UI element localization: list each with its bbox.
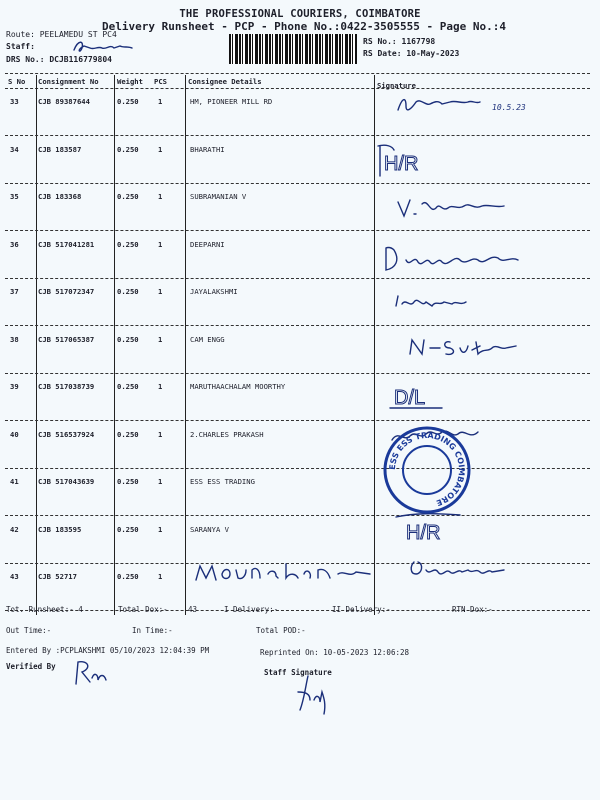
row-sno: 41 [10, 477, 19, 486]
row-weight: 0.250 [117, 192, 139, 201]
row-rule [5, 610, 590, 611]
signature-row-33 [392, 92, 542, 122]
row-consignment-no: CJB 516537924 [38, 430, 95, 439]
row-consignee: JAYALAKSHMI [190, 287, 238, 296]
company-stamp [382, 425, 472, 515]
row-consignment-no: CJB 183587 [38, 145, 82, 154]
staff-signature-mark [290, 670, 350, 718]
return-dox: RTN Dox:- [452, 605, 493, 614]
row-consignment-no: CJB 517041281 [38, 240, 95, 249]
rs-date: RS Date: 10-May-2023 [363, 49, 460, 58]
col-header-pcs: PCS [154, 77, 167, 86]
row-consignee: SUBRAMANIAN V [190, 192, 247, 201]
row-sno: 43 [10, 572, 19, 581]
row-rule [5, 373, 590, 374]
row-consignment-no: CJB 517043639 [38, 477, 95, 486]
col-divider [36, 75, 37, 615]
row-weight: 0.250 [117, 572, 139, 581]
row-consignee: HM, PIONEER MILL RD [190, 97, 273, 106]
row-consignee: ESS ESS TRADING [190, 477, 255, 486]
signature-row-37 [390, 290, 480, 314]
row-rule [5, 135, 590, 136]
svg-text:D/L: D/L [394, 387, 426, 409]
col-header-consignee: Consignee Details [188, 77, 262, 86]
row-rule [5, 420, 590, 421]
row-weight: 0.250 [117, 97, 139, 106]
col-header-weight: Weight [117, 77, 143, 86]
row-sno: 38 [10, 335, 19, 344]
row-sno: 36 [10, 240, 19, 249]
handwritten-name-row-43 [190, 558, 390, 588]
svg-text:ESS ESS TRADING COIMBATORE: ESS ESS TRADING COIMBATORE [387, 430, 467, 508]
row-rule [5, 515, 590, 516]
row-pcs: 1 [158, 477, 163, 486]
row-weight: 0.250 [117, 287, 139, 296]
row-consignee: DEEPARNI [190, 240, 225, 249]
row-consignment-no: CJB 89387644 [38, 97, 90, 106]
row-sno: 42 [10, 525, 19, 534]
second-delivery: II Delivery:- [332, 605, 391, 614]
row-sno: 39 [10, 382, 19, 391]
row-consignee: MARUTHAACHALAM MOORTHY [190, 382, 286, 391]
row-sno: 37 [10, 287, 19, 296]
row-sno: 35 [10, 192, 19, 201]
reprinted-on: Reprinted On: 10-05-2023 12:06:28 [260, 648, 410, 657]
row-weight: 0.250 [117, 525, 139, 534]
row-weight: 0.250 [117, 335, 139, 344]
runsheet-subtitle: Delivery Runsheet - PCP - Phone No.:0422-3505555 - Page No.:4 [102, 20, 506, 33]
company-title: THE PROFESSIONAL COURIERS, COIMBATORE [179, 8, 421, 20]
row-pcs: 1 [158, 240, 163, 249]
row-pcs: 1 [158, 430, 163, 439]
svg-text:H/R: H/R [384, 153, 419, 175]
row-sno: 40 [10, 430, 19, 439]
col-header-sno: S No [8, 77, 26, 86]
signature-row-34 [376, 140, 436, 180]
table-header-rule [5, 88, 590, 89]
col-divider [374, 75, 375, 615]
row-consignee: 2.CHARLES PRAKASH [190, 430, 264, 439]
total-dox-label: Total Dox:- [118, 605, 168, 614]
total-runsheet: Tot. Runsheet:- 4 [6, 605, 83, 614]
signature-row-38 [406, 334, 536, 360]
row-weight: 0.250 [117, 430, 139, 439]
signature-date: 10.5.23 [492, 103, 526, 112]
total-dox-value: 43 [188, 605, 198, 614]
row-pcs: 1 [158, 382, 163, 391]
row-rule [5, 325, 590, 326]
drs-number: DRS No.: DCJB116779804 [6, 55, 112, 64]
row-consignment-no: CJB 52717 [38, 572, 77, 581]
verifier-signature [70, 658, 110, 688]
row-weight: 0.250 [117, 477, 139, 486]
row-consignment-no: CJB 183368 [38, 192, 82, 201]
row-consignment-no: CJB 517065387 [38, 335, 95, 344]
row-weight: 0.250 [117, 240, 139, 249]
barcode [229, 34, 357, 64]
row-pcs: 1 [158, 525, 163, 534]
in-time: In Time:- [132, 626, 173, 635]
col-divider [185, 75, 186, 615]
verified-by: Verified By [6, 662, 56, 671]
first-delivery: I Delivery:- [224, 605, 279, 614]
row-weight: 0.250 [117, 382, 139, 391]
row-rule [5, 278, 590, 279]
row-consignment-no: CJB 183595 [38, 525, 82, 534]
row-weight: 0.250 [117, 145, 139, 154]
signature-row-35 [392, 190, 532, 224]
staff-signature-label: Staff Signature [264, 668, 332, 677]
row-pcs: 1 [158, 145, 163, 154]
table-top-rule [5, 73, 590, 74]
signature-row-39 [386, 378, 456, 414]
entered-by: Entered By :PCPLAKSHMI 05/10/2023 12:04:39 PM [6, 646, 210, 655]
row-rule [5, 183, 590, 184]
col-divider [114, 75, 115, 615]
row-pcs: 1 [158, 192, 163, 201]
rs-number: RS No.: 1167798 [363, 37, 436, 46]
signature-row-36 [376, 240, 536, 274]
row-rule [5, 468, 590, 469]
row-sno: 34 [10, 145, 19, 154]
row-rule [5, 230, 590, 231]
row-consignee: CAM ENGG [190, 335, 225, 344]
row-consignment-no: CJB 517038739 [38, 382, 95, 391]
col-header-signature: Signature [377, 81, 416, 90]
route-label: Route: PEELAMEDU ST PC4 [6, 30, 117, 39]
total-pod: Total POD:- [256, 626, 306, 635]
row-pcs: 1 [158, 335, 163, 344]
out-time: Out Time:- [6, 626, 52, 635]
row-sno: 33 [10, 97, 19, 106]
row-consignee: SARANYA V [190, 525, 229, 534]
row-pcs: 1 [158, 97, 163, 106]
row-pcs: 1 [158, 572, 163, 581]
staff-label: Staff: [6, 42, 35, 51]
row-consignment-no: CJB 517072347 [38, 287, 95, 296]
row-consignee: BHARATHI [190, 145, 225, 154]
row-pcs: 1 [158, 287, 163, 296]
svg-text:H/R: H/R [406, 522, 441, 544]
col-header-consignment: Consignment No [38, 77, 99, 86]
signature-row-43 [404, 556, 534, 586]
